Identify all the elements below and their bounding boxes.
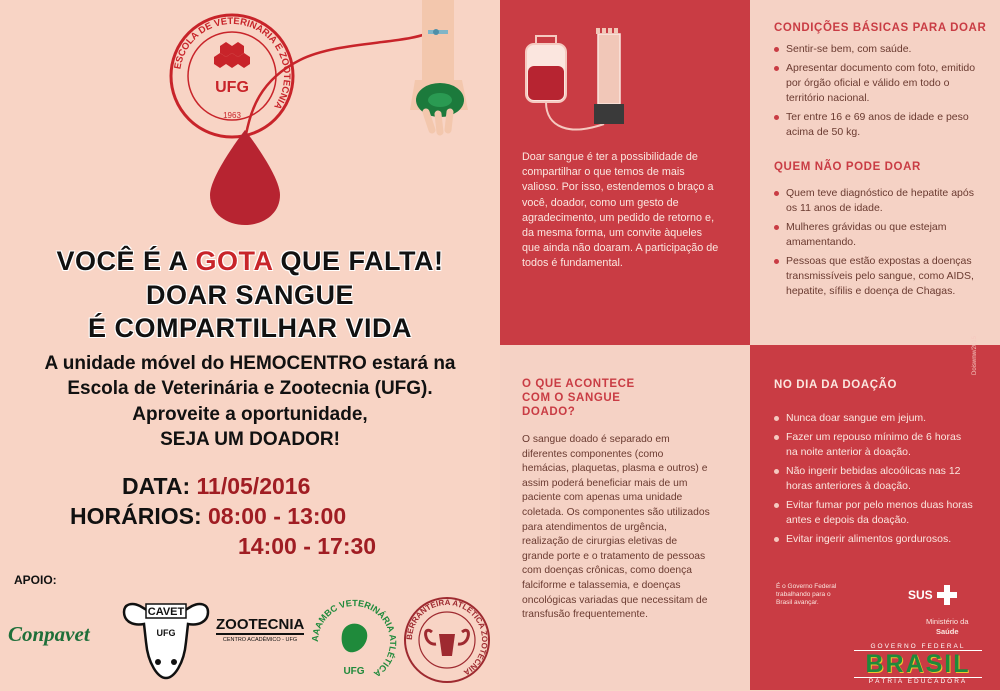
hours-row-1	[70, 503, 346, 530]
veterinaria-ring-text: AAAMBC VETERINÁRIA ATLÉTICA	[310, 597, 398, 680]
cavet-top-text: CAVET	[147, 606, 185, 618]
brasil-word: BRASIL	[865, 650, 971, 678]
brasil-gov-top: GOVERNO FEDERAL	[854, 643, 982, 651]
sus-logo-text: SUS	[908, 588, 933, 602]
ministry-line-1: Ministério da	[926, 617, 969, 626]
conditions-item: Ter entre 16 e 69 anos de idade e peso acima de 50 kg.	[774, 110, 980, 140]
hours-value-1: 08:00 - 13:00	[208, 503, 347, 529]
cannot-donate-item: Pessoas que estão expostas a doenças transmissíveis pelo sangue, como AIDS, hepatite, sífilis e doença de Chagas.	[774, 254, 980, 299]
ministry-line-2: Saúde	[936, 627, 959, 636]
donation-day-item: Fazer um repouso mínimo de 6 horas na noite anterior à doação.	[774, 430, 974, 460]
hours-value-2: 14:00 - 17:30	[238, 533, 377, 559]
date-row	[122, 473, 310, 500]
donation-day-item: Não ingerir bebidas alcoólicas nas 12 horas anteriores à doação.	[774, 464, 974, 494]
cannot-donate-list	[774, 186, 980, 303]
cannot-donate-item: Quem teve diagnóstico de hepatite após os 11 anos de idade.	[774, 186, 980, 216]
zootecnia-logo	[216, 616, 304, 643]
panel-donation-day	[750, 335, 1000, 690]
what-happens-paragraph: O sangue doado é separado em diferentes componentes (como hemácias, plaquetas, plasma e outros) e assim poderá beneficiar mais de um paciente com apenas uma unidade coletada. Os componentes são utilizados para atendimentos de urgência, realização de cirurgias eletivas de grande porte e o tratamento de pessoas com doenças crônicas, como doença falciforme e talassemia, e doenças oncológicas variadas que necessitam de transfusão frequentemente.	[522, 434, 710, 621]
headline-line-1-before: VOCÊ É A	[56, 246, 196, 276]
conpavet-logo	[8, 622, 90, 647]
seal-year: 1963	[223, 111, 241, 120]
blood-bag-illustration	[520, 28, 650, 144]
headline-line-1	[0, 246, 500, 277]
date-value: 11/05/2016	[196, 473, 311, 499]
donation-day-title: NO DIA DA DOAÇÃO	[774, 379, 898, 391]
announcement-line-3: Aproveite a oportunidade,	[132, 404, 368, 425]
side-code: Doiswnw/2015	[972, 335, 978, 375]
conditions-item: Apresentar documento com foto, emitido por órgão oficial e válido em todo o território nacional.	[774, 61, 980, 106]
what-happens-title	[522, 377, 635, 419]
blood-donation-arm-illustration	[200, 0, 500, 240]
poster-right-half	[500, 0, 1000, 691]
brasil-logo	[854, 643, 982, 685]
what-happens-title-line-2: COM O SANGUE	[522, 392, 621, 404]
hours-label: HORÁRIOS:	[70, 503, 202, 529]
veterinaria-center-text: UFG	[343, 666, 365, 677]
headline-highlight-word: GOTA	[195, 246, 273, 276]
announcement-line-2: Escola de Veterinária e Zootecnia (UFG).	[67, 378, 433, 399]
cavet-logo	[120, 598, 212, 682]
government-note: É o Governo Federal trabalhando para o Brasil avançar.	[776, 583, 837, 606]
donation-day-item: Evitar ingerir alimentos gordurosos.	[774, 532, 974, 547]
donation-day-item: Nunca doar sangue em jejum.	[774, 411, 974, 426]
berranteira-ring-text: BERRANTEIRA ATLÉTICA ZOOTECNIA	[404, 597, 490, 678]
seal-ring-text: ESCOLA DE VETERINÁRIA E ZOOTECNIA	[172, 15, 293, 112]
cavet-bottom-text: UFG	[156, 628, 176, 638]
what-happens-title-line-3: DOADO?	[522, 406, 576, 418]
headline-line-1-after: QUE FALTA!	[272, 246, 444, 276]
headline-line-3: É COMPARTILHAR VIDA	[88, 313, 412, 343]
brasil-patria: PÁTRIA EDUCADORA	[854, 677, 982, 685]
conditions-title: CONDIÇÕES BÁSICAS PARA DOAR	[774, 22, 987, 34]
ministry-label	[926, 617, 969, 637]
headline-line-2: DOAR SANGUE	[145, 280, 354, 310]
berranteira-logo	[402, 594, 492, 686]
veterinaria-atletica-logo	[310, 594, 398, 686]
support-label: APOIO:	[14, 573, 57, 587]
conditions-item: Sentir-se bem, com saúde.	[774, 42, 980, 57]
zootecnia-logo-text: ZOOTECNIA	[216, 616, 305, 633]
what-happens-title-line-1: O QUE ACONTECE	[522, 378, 635, 390]
sus-cross-icon	[937, 585, 957, 605]
panel-what-happens	[500, 345, 750, 690]
cannot-donate-title: QUEM NÃO PODE DOAR	[774, 161, 921, 173]
donation-day-item: Evitar fumar por pelo menos duas horas antes e depois da doação.	[774, 498, 974, 528]
donation-day-list	[774, 411, 974, 551]
zootecnia-logo-sub: CENTRO ACADÊMICO - UFG	[222, 637, 298, 643]
sus-logo	[908, 585, 957, 605]
intro-paragraph: Doar sangue é ter a possibilidade de compartilhar o que temos de mais valioso. Por isso, estendemos o braço a você, doador, como um gesto de agradecimento, um pedido de retorno e, da mesma forma, um convite àqueles que ainda não doaram. A participação de todos é fundamental.	[522, 151, 719, 270]
conditions-list	[774, 42, 980, 144]
announcement-line-1: A unidade móvel do HEMOCENTRO estará na	[44, 353, 456, 374]
cannot-donate-item: Mulheres grávidas ou que estejam amamentando.	[774, 220, 980, 250]
panel-conditions	[750, 0, 1000, 345]
panel-intro	[500, 0, 750, 345]
conpavet-logo-text: Conpavet	[8, 622, 90, 646]
date-label: DATA:	[122, 473, 191, 499]
seal-center-text: UFG	[215, 79, 249, 96]
announcement-line-4: SEJA UM DOADOR!	[160, 429, 340, 450]
